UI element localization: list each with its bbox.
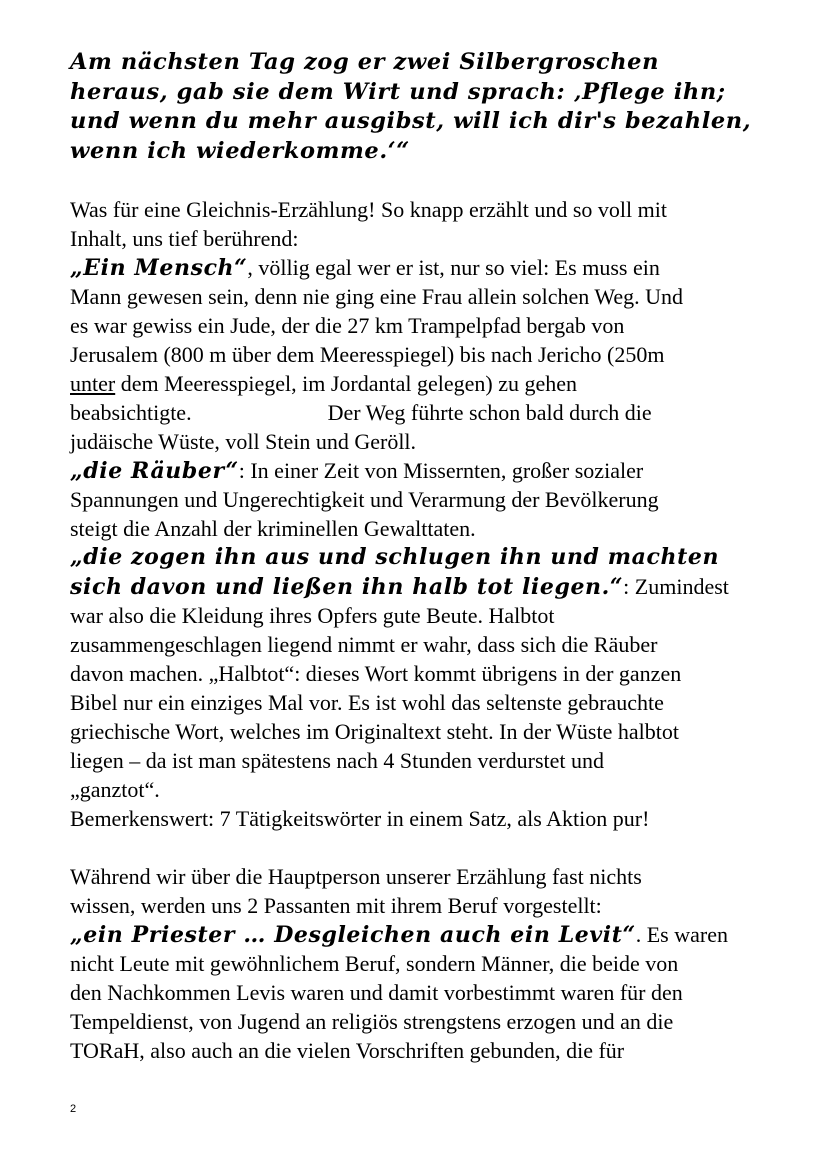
spacer [70,833,780,862]
paragraph-commentary [70,195,780,833]
text-run: : In einer Zeit von Missernten, großer sozialer [238,458,644,483]
text-line [70,456,780,485]
heading-line: und wenn du mehr ausgibst, will ich dir's bezahlen, [70,108,752,134]
page-number: 2 [70,1103,77,1115]
quote-die-zogen-line: sich davon und ließen ihn halb tot liegen.“ [70,574,624,600]
text-line [70,920,780,949]
text-run: dem Meeresspiegel, im Jordantal gelegen) zu gehen [115,371,578,396]
quote-die-zogen-line: „die zogen ihn aus und schlugen ihn und machten [70,544,720,570]
text-line: Mann gewesen sein, denn nie ging eine Frau allein solchen Weg. Und [70,284,684,309]
text-line [70,398,780,427]
text-line: TORaH, also auch an die vielen Vorschriften gebunden, die für [70,1038,625,1063]
page-body [70,48,780,1065]
text-run: : Zumindest [623,574,729,599]
heading-line: Am nächsten Tag zog er zwei Silbergroschen [70,49,660,75]
heading-line: heraus, gab sie dem Wirt und sprach: ‚Pflege ihn; [70,78,726,105]
text-line: Jerusalem (800 m über dem Meeresspiegel) bis nach Jericho (250m [70,342,665,367]
text-line: Tempeldienst, von Jugend an religiös strengstens erzogen und an die [70,1009,674,1034]
spacer [70,166,780,195]
text-line [70,369,780,398]
quote-die-raeuber: „die Räuber“ [70,458,239,484]
underlined-word: unter [70,371,116,396]
bible-quote-heading [70,48,780,166]
text-run: . Es waren [635,922,728,947]
text-line: war also die Kleidung ihres Opfers gute Beute. Halbtot [70,603,555,628]
text-run: , völlig egal wer er ist, nur so viel: Es muss ein [247,255,660,280]
text-line [70,572,780,601]
text-line: davon machen. „Halbtot“: dieses Wort kommt übrigens in der ganzen [70,661,682,686]
text-line: es war gewiss ein Jude, der die 27 km Trampelpfad bergab von [70,313,625,338]
text-run: Der Weg führte schon bald durch die [327,400,652,425]
paragraph-passanten [70,862,780,1065]
text-line: Bibel nur ein einziges Mal vor. Es ist wohl das seltenste gebrauchte [70,690,664,715]
text-line: den Nachkommen Levis waren und damit vorbestimmt waren für den [70,980,683,1005]
text-line: „ganztot“. [70,777,160,802]
text-line: Bemerkenswert: 7 Tätigkeitswörter in einem Satz, als Aktion pur! [70,806,650,831]
text-line: nicht Leute mit gewöhnlichem Beruf, sondern Männer, die beide von [70,951,679,976]
quote-priester-levit: „ein Priester … Desgleichen auch ein Levit“ [70,922,636,948]
text-line: Was für eine Gleichnis-Erzählung! So knapp erzählt und so voll mit [70,197,667,222]
text-line [70,253,780,282]
text-line: griechische Wort, welches im Originaltext steht. In der Wüste halbtot [70,719,679,744]
heading-line: wenn ich wiederkomme.‘“ [70,137,410,164]
text-line: steigt die Anzahl der kriminellen Gewalttaten. [70,516,476,541]
text-run: beabsichtigte. [70,400,192,425]
text-line: liegen – da ist man spätestens nach 4 Stunden verdurstet und [70,748,604,773]
text-line: zusammengeschlagen liegend nimmt er wahr, dass sich die Räuber [70,632,658,657]
quote-ein-mensch: „Ein Mensch“ [70,255,248,281]
text-line: Inhalt, uns tief berührend: [70,226,299,251]
text-line: judäische Wüste, voll Stein und Geröll. [70,429,417,454]
text-line: wissen, werden uns 2 Passanten mit ihrem Beruf vorgestellt: [70,893,602,918]
text-line: Spannungen und Ungerechtigkeit und Verarmung der Bevölkerung [70,487,659,512]
text-line: Während wir über die Hauptperson unserer Erzählung fast nichts [70,864,642,889]
